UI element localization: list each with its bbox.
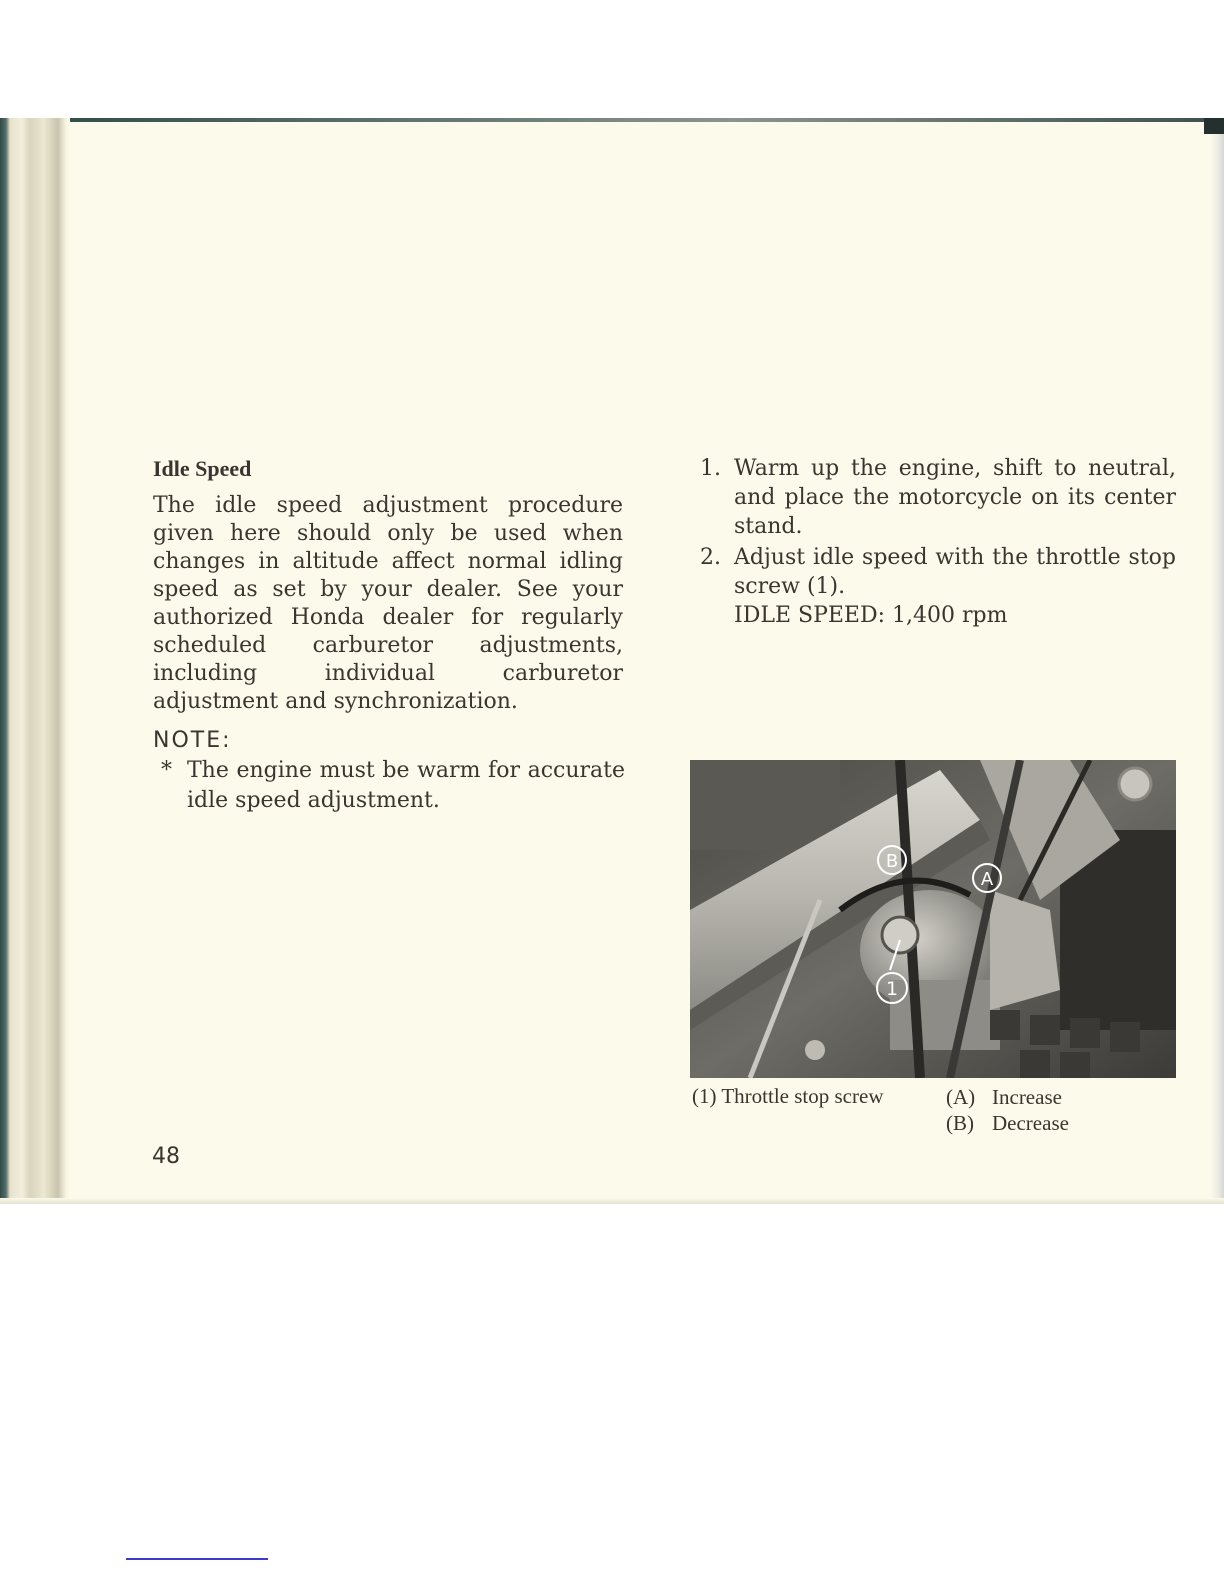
callout-b: B <box>885 851 899 872</box>
procedure-steps <box>700 454 1176 632</box>
carburetor-photo <box>690 760 1176 1078</box>
step-text: Adjust idle speed with the throttle stop screw (1). <box>734 545 1176 599</box>
manual-page-scan <box>0 118 1224 1204</box>
legend-label: Increase <box>992 1085 1062 1109</box>
throttle-screw-head <box>882 917 918 953</box>
page-top-edge <box>0 118 1224 122</box>
legend-item <box>946 1110 1069 1136</box>
callout-1: 1 <box>885 978 899 1000</box>
step-item <box>700 454 1176 541</box>
step-text: Warm up the engine, shift to neutral, and place the motorcycle on its center stand. <box>734 456 1176 539</box>
legend-item <box>946 1084 1069 1110</box>
step-number: 2. <box>700 545 721 570</box>
caption-legend <box>946 1084 1069 1136</box>
legend-key: (B) <box>946 1111 974 1135</box>
legend-label: Decrease <box>992 1111 1069 1135</box>
caption-main: (1) Throttle stop screw <box>692 1084 884 1108</box>
section-heading: Idle Speed <box>153 456 252 481</box>
legend-key: (A) <box>946 1085 976 1109</box>
carburetor-photo-drawing <box>690 760 1176 1078</box>
step-item <box>700 543 1176 630</box>
page-bottom-edge <box>0 1198 1224 1204</box>
intro-paragraph: The idle speed adjustment procedure given here should only be used when changes in altitude affect normal idling speed as set by your dealer. See your authorized Honda dealer for regularly scheduled carburetor adjustments, including individual carburetor adjustment and synchronization. <box>153 493 623 714</box>
page-corner-shadow <box>1204 118 1224 134</box>
step-number: 1. <box>700 456 721 481</box>
note-item <box>153 756 625 816</box>
book-binding-edge <box>0 118 70 1204</box>
page-right-edge <box>1210 118 1224 1204</box>
idle-speed-spec: IDLE SPEED: 1,400 rpm <box>734 603 1008 628</box>
lower-bolt <box>805 1040 825 1060</box>
note-bullet: * <box>161 758 172 783</box>
note-text: The engine must be warm for accurate idle speed adjustment. <box>187 758 625 813</box>
footer-rule <box>126 1558 268 1560</box>
callout-a: A <box>980 869 994 890</box>
bolt-head <box>1119 768 1151 800</box>
upper-left-housing <box>690 760 840 850</box>
page-number: 48 <box>152 1144 180 1169</box>
note-label: NOTE: <box>153 728 232 753</box>
